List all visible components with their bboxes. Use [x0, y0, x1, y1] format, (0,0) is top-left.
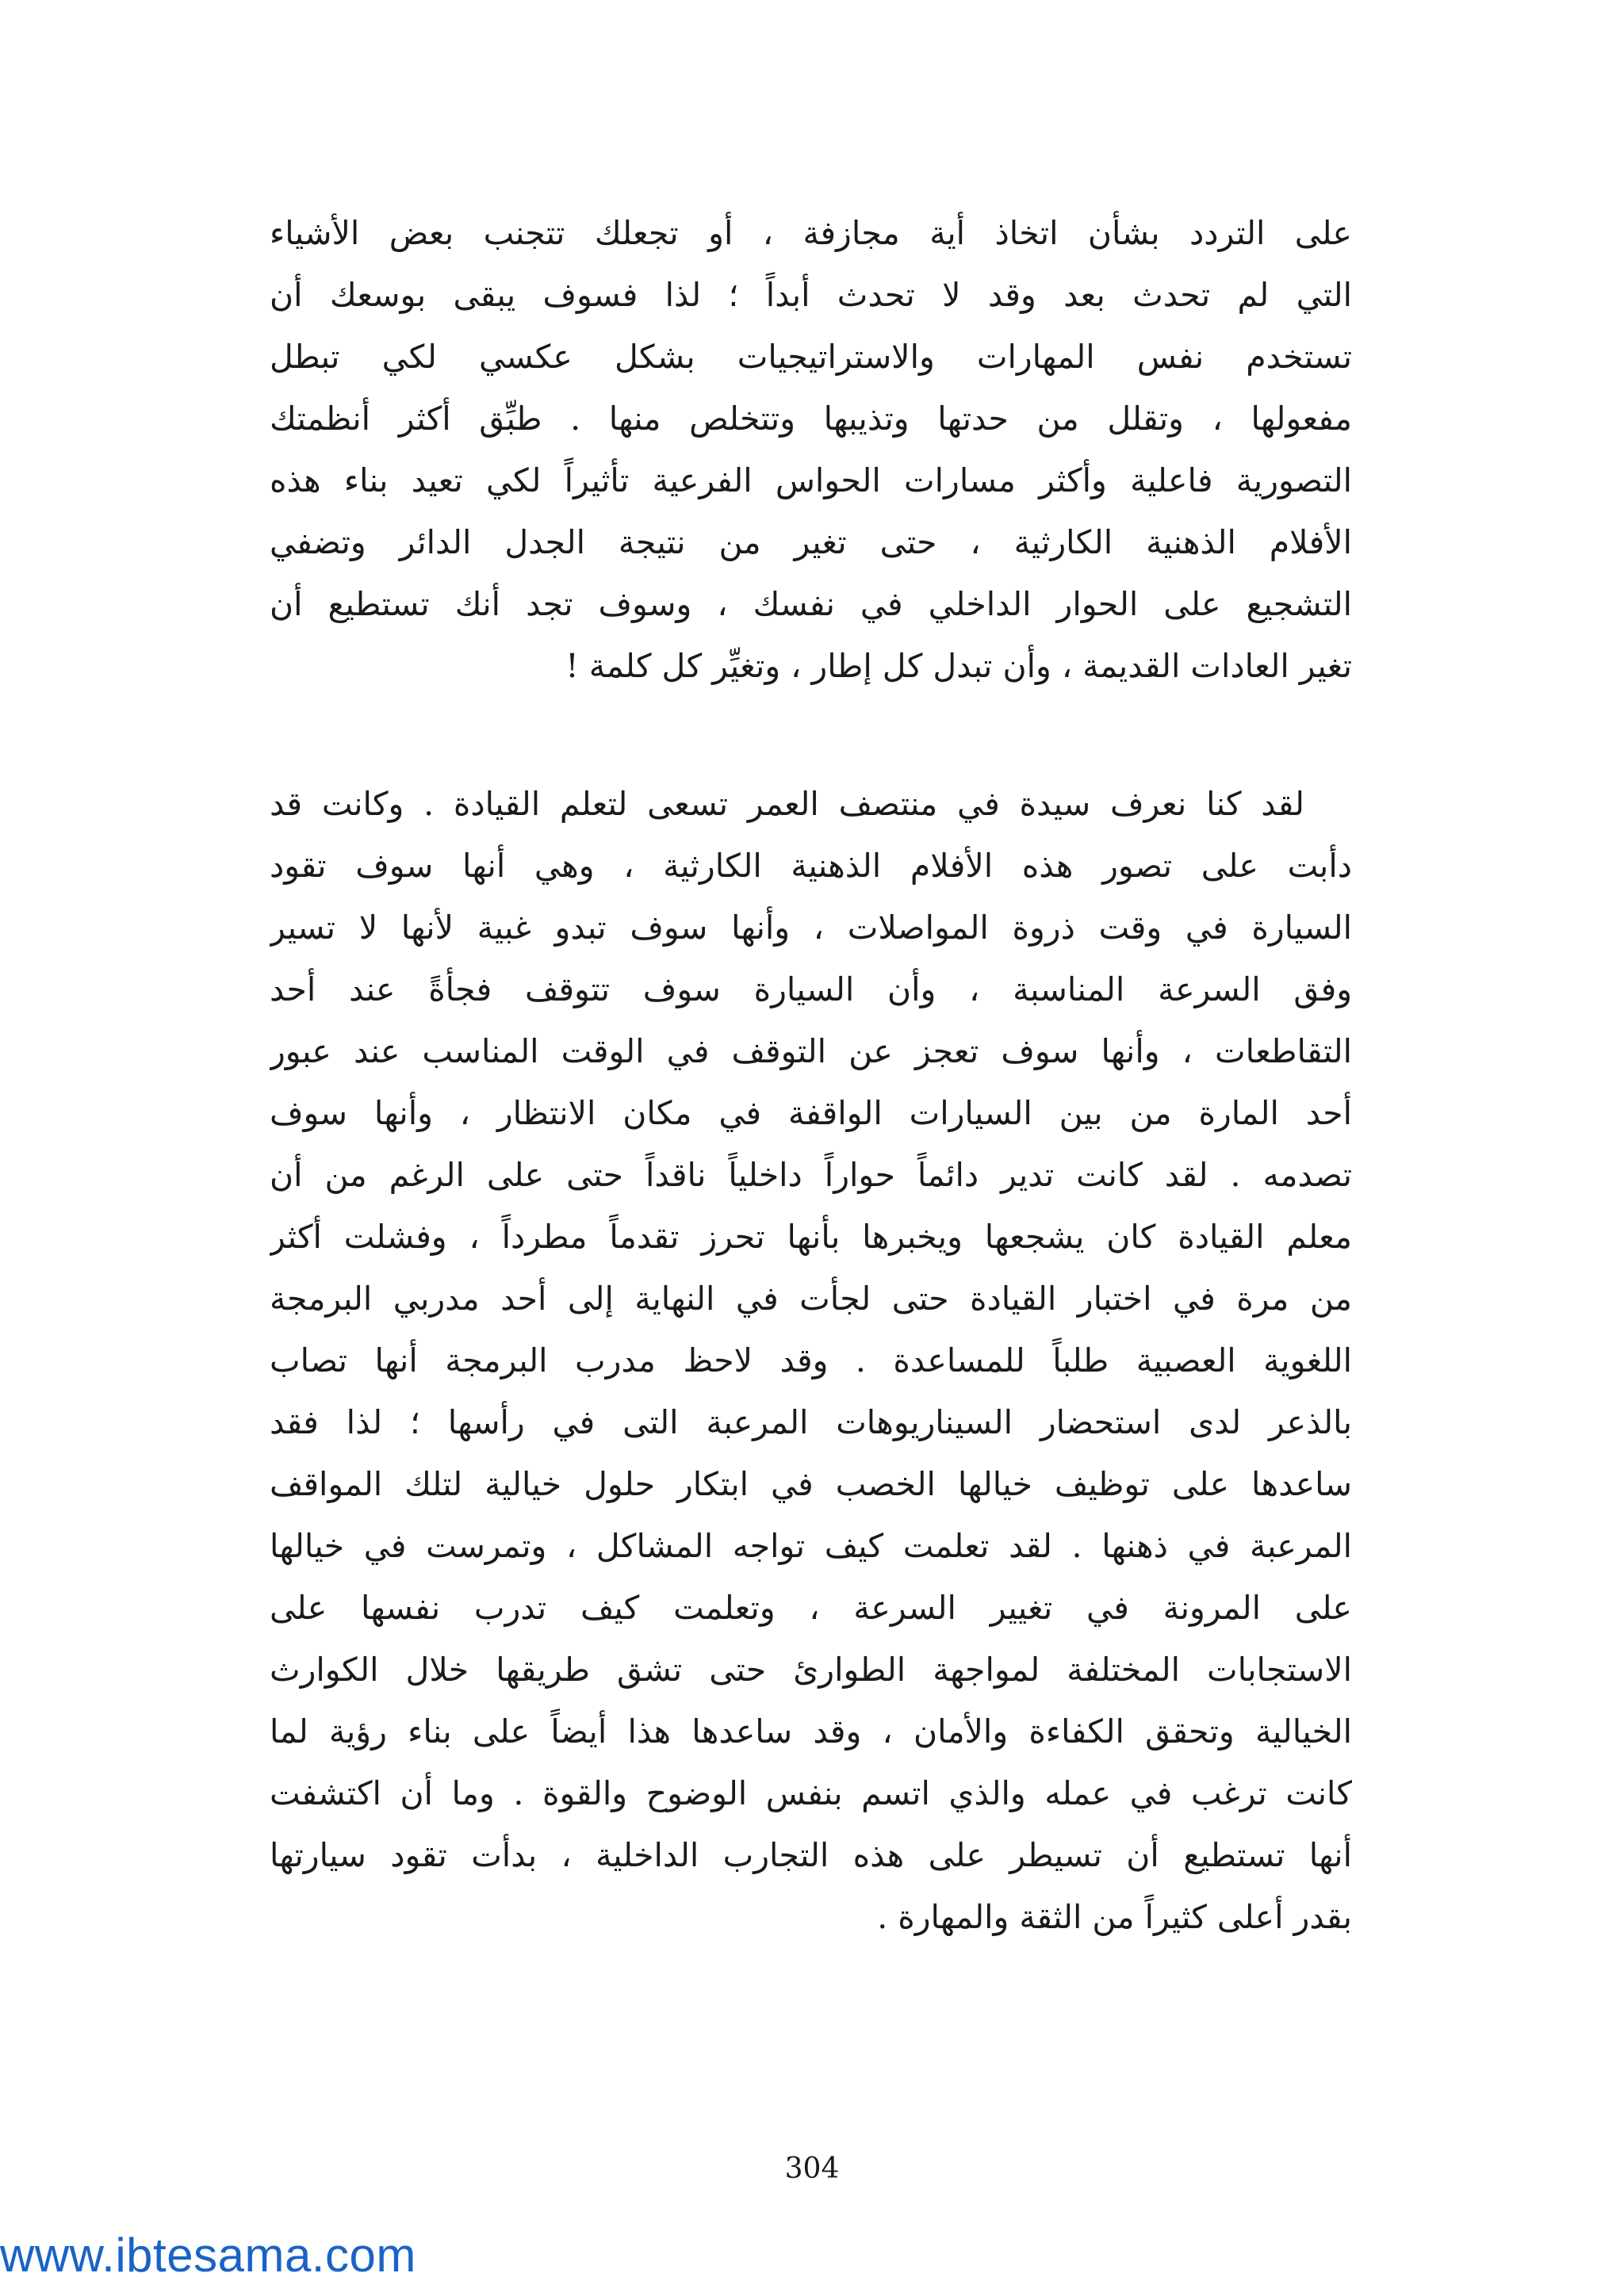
- text-line: الأفلام الذهنية الكارثية ، حتى تغير من نتيجة الجدل الدائر وتضفي: [270, 523, 1352, 561]
- text-line: ساعدها على توظيف خيالها الخصب في ابتكار حلول خيالية لتلك المواقف: [270, 1465, 1352, 1503]
- paragraph-1: [270, 202, 1352, 697]
- text-line: السيارة في وقت ذروة المواصلات ، وأنها سوف تبدو غبية لأنها لا تسير: [270, 909, 1352, 947]
- text-line: تغير العادات القديمة ، وأن تبدل كل إطار ، وتغيِّر كل كلمة !: [565, 647, 1352, 685]
- text-line: التقاطعات ، وأنها سوف تعجز عن التوقف في الوقت المناسب عند عبور: [270, 1032, 1352, 1070]
- text-line: دأبت على تصور هذه الأفلام الذهنية الكارثية ، وهي أنها سوف تقود: [270, 847, 1352, 885]
- text-line: التصورية فاعلية وأكثر مسارات الحواس الفرعية تأثيراً لكي تعيد بناء هذه: [270, 461, 1352, 499]
- footer-watermark-url: www.ibtesama.com: [0, 2229, 416, 2282]
- text-line: بقدر أعلى كثيراً من الثقة والمهارة .: [877, 1898, 1352, 1936]
- text-line: اللغوية العصبية طلباً للمساعدة . وقد لاحظ مدرب البرمجة أنها تصاب: [270, 1341, 1352, 1380]
- text-line: كانت ترغب في عمله والذي اتسم بنفس الوضوح والقوة . وما أن اكتشفت: [270, 1774, 1352, 1812]
- text-line: الاستجابات المختلفة لمواجهة الطوارئ حتى تشق طريقها خلال الكوارث: [270, 1651, 1352, 1689]
- text-line: بالذعر لدى استحضار السيناريوهات المرعبة التى في رأسها ؛ لذا فقد: [270, 1403, 1352, 1441]
- text-line: التشجيع على الحوار الداخلي في نفسك ، وسوف تجد أنك تستطيع أن: [270, 585, 1352, 623]
- page-number: 304: [784, 2152, 840, 2185]
- text-line: المرعبة في ذهنها . لقد تعلمت كيف تواجه المشاكل ، وتمرست في خيالها: [270, 1527, 1352, 1565]
- text-line: وفق السرعة المناسبة ، وأن السيارة سوف تتوقف فجأةً عند أحد: [270, 970, 1352, 1008]
- text-line: لقد كنا نعرف سيدة في منتصف العمر تسعى لتعلم القيادة . وكانت قد: [270, 785, 1304, 823]
- text-line: أحد المارة من بين السيارات الواقفة في مكان الانتظار ، وأنها سوف: [270, 1094, 1352, 1132]
- text-line: مفعولها ، وتقلل من حدتها وتذيبها وتتخلص منها . طبِّق أكثر أنظمتك: [270, 400, 1352, 438]
- text-line: تصدمه . لقد كانت تدير دائماً حواراً داخلياً ناقداً حتى على الرغم من أن: [270, 1156, 1352, 1194]
- text-line: على المرونة في تغيير السرعة ، وتعلمت كيف تدرب نفسها على: [270, 1589, 1352, 1627]
- text-line: تستخدم نفس المهارات والاستراتيجيات بشكل عكسي لكي تبطل: [270, 338, 1352, 376]
- text-line: الخيالية وتحقق الكفاءة والأمان ، وقد ساعدها هذا أيضاً على بناء رؤية لما: [270, 1712, 1352, 1751]
- text-line: على التردد بشأن اتخاذ أية مجازفة ، أو تجعلك تتجنب بعض الأشياء: [270, 214, 1352, 252]
- text-line: معلم القيادة كان يشجعها ويخبرها بأنها تحرز تقدماً مطرداً ، وفشلت أكثر: [270, 1218, 1352, 1256]
- text-line: أنها تستطيع أن تسيطر على هذه التجارب الداخلية ، بدأت تقود سيارتها: [270, 1836, 1352, 1874]
- paragraph-2: [270, 773, 1352, 1948]
- text-line: من مرة في اختبار القيادة حتى لجأت في النهاية إلى أحد مدربي البرمجة: [270, 1280, 1352, 1318]
- text-line: التي لم تحدث بعد وقد لا تحدث أبداً ؛ لذا فسوف يبقى بوسعك أن: [270, 276, 1352, 314]
